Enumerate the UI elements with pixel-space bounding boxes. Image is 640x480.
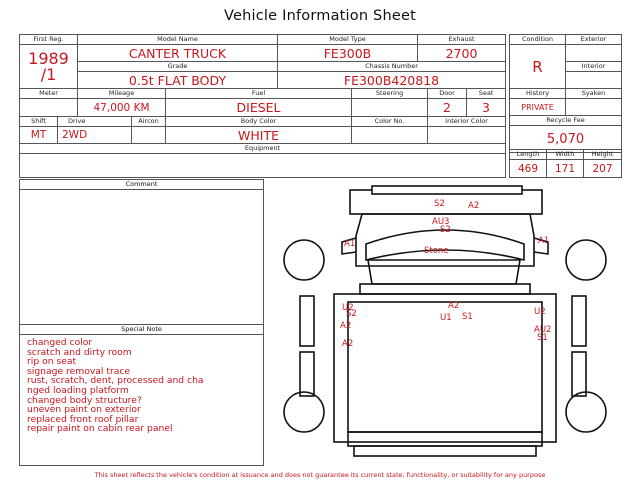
damage-mark: Stone — [424, 246, 449, 256]
exhaust-label: Exhaust — [418, 35, 506, 45]
rail-right-rear-shape — [572, 352, 586, 396]
damage-mark: AU2 — [534, 325, 552, 335]
comment-box — [19, 179, 264, 326]
fuel-label: Fuel — [166, 89, 352, 99]
color-no-value — [352, 127, 428, 144]
model-type-value: FE300B — [278, 45, 418, 62]
rail-right-front-shape — [572, 296, 586, 346]
meter-value — [20, 99, 78, 117]
damage-mark: U2 — [534, 307, 546, 317]
first-reg-year: 1989 — [28, 48, 69, 68]
first-reg-month: /1 — [40, 64, 57, 84]
damage-mark: S1 — [537, 333, 548, 343]
special-note-line: signage removal trace — [27, 365, 131, 377]
width-value: 171 — [547, 160, 584, 178]
exhaust-value: 2700 — [418, 45, 506, 62]
damage-mark: A1 — [538, 236, 550, 246]
damage-mark: U2 — [342, 303, 354, 313]
damage-mark: AU3 — [432, 217, 450, 227]
fuel-value: DIESEL — [166, 99, 352, 117]
damage-mark: S2 — [440, 225, 451, 235]
history-table — [509, 88, 622, 153]
condition-label: Condition — [510, 35, 566, 45]
damage-mark: S1 — [462, 312, 473, 322]
rail-left-rear-shape — [300, 352, 314, 396]
length-value: 469 — [510, 160, 547, 178]
special-note-line: replaced front roof pillar — [27, 413, 139, 425]
special-note-line: changed color — [27, 337, 93, 348]
damage-mark: A2 — [448, 301, 460, 311]
wheel-rear-right-shape — [566, 392, 606, 432]
door-seat-value-cell — [428, 99, 506, 117]
drive-label: Drive — [58, 117, 132, 127]
special-note-line: repair paint on cabin rear panel — [27, 423, 173, 435]
recycle-value: 5,070 — [510, 126, 622, 153]
length-label: Length — [510, 150, 547, 160]
exterior-label: Exterior — [566, 35, 622, 45]
equipment-label: Equipment — [20, 144, 506, 154]
steering-label: Steering — [352, 89, 428, 99]
interior-value — [566, 72, 622, 89]
interior-label: Interior — [566, 62, 622, 72]
special-note-box — [19, 324, 264, 466]
special-note-line: scratch and dirty room — [27, 346, 132, 358]
equipment-value — [20, 154, 506, 178]
info-table-specs — [19, 88, 506, 178]
front-grille-shape — [372, 186, 522, 194]
interior-color-value — [428, 127, 506, 144]
grade-value: 0.5t FLAT BODY — [78, 72, 278, 89]
wheel-front-left-shape — [284, 240, 324, 280]
damage-mark: S2 — [346, 309, 357, 319]
width-label: Width — [547, 150, 584, 160]
model-type-label: Model Type — [278, 35, 418, 45]
vehicle-damage-diagram — [262, 176, 640, 466]
mileage-value: 47,000 KM — [78, 99, 166, 117]
history-value: PRIVATE — [510, 99, 566, 116]
comment-text — [20, 190, 263, 191]
drive-value: 2WD — [58, 127, 132, 144]
mileage-label: Mileage — [78, 89, 166, 99]
special-note-line: nged loading platform — [27, 384, 129, 396]
model-name-label: Model Name — [78, 35, 278, 45]
damage-marks — [340, 199, 551, 349]
damage-mark: A1 — [344, 239, 356, 249]
disclaimer: This sheet reflects the vehicle's condition at issuance and does not guarantee its current state, functionality, or suitability for any purpose — [94, 471, 546, 479]
steering-value — [352, 99, 428, 117]
first-reg-label: First Reg. — [20, 35, 78, 45]
damage-mark: A2 — [340, 321, 352, 331]
roof-shape — [368, 260, 520, 284]
door-label: Door — [428, 89, 467, 98]
meter-label: Meter — [20, 89, 78, 99]
height-value: 207 — [584, 160, 622, 178]
chassis-label: Chassis Number — [278, 62, 506, 72]
damage-mark: A2 — [468, 201, 480, 211]
info-table-main — [19, 34, 506, 89]
color-no-label: Color No. — [352, 117, 428, 127]
body-color-value: WHITE — [166, 127, 352, 144]
cab-rear-shape — [360, 284, 530, 294]
syaken-label: Syaken — [566, 89, 622, 99]
exterior-value — [566, 45, 622, 62]
syaken-value — [566, 99, 622, 116]
dimensions-table — [509, 149, 622, 178]
chassis-value: FE300B420818 — [278, 72, 506, 89]
condition-value: R — [510, 45, 566, 89]
comment-label: Comment — [20, 180, 263, 190]
rail-left-front-shape — [300, 296, 314, 346]
damage-mark: U1 — [440, 313, 452, 323]
door-seat-label-cell — [428, 89, 506, 99]
special-note-line: uneven paint on exterior — [27, 404, 141, 416]
shift-label: Shift — [20, 117, 58, 127]
aircon-value — [132, 127, 166, 144]
door-value: 2 — [428, 99, 467, 116]
wheel-rear-left-shape — [284, 392, 324, 432]
grade-label: Grade — [78, 62, 278, 72]
interior-color-label: Interior Color — [428, 117, 506, 127]
condition-table — [509, 34, 622, 89]
history-label: History — [510, 89, 566, 99]
special-note-line: changed body structure? — [27, 394, 142, 406]
recycle-label: Recycle Fee — [510, 116, 622, 126]
page-title: Vehicle Information Sheet — [224, 8, 416, 24]
rear-bumper-shape — [354, 446, 536, 456]
aircon-label: Aircon — [132, 117, 166, 127]
shift-value: MT — [20, 127, 58, 144]
special-note-line: rust, scratch, dent, processed and cha — [27, 375, 204, 387]
special-note-line: rip on seat — [27, 356, 77, 368]
damage-mark: S2 — [434, 199, 445, 209]
body-color-label: Body Color — [166, 117, 352, 127]
first-reg-cell — [20, 45, 78, 89]
special-note-label: Special Note — [20, 325, 263, 335]
wheel-front-right-shape — [566, 240, 606, 280]
height-label: Height — [584, 150, 622, 160]
model-name-value: CANTER TRUCK — [78, 45, 278, 62]
seat-value: 3 — [482, 100, 490, 115]
special-note-list — [20, 335, 263, 434]
seat-label: Seat — [478, 89, 494, 97]
damage-mark: A2 — [342, 339, 354, 349]
tailgate-shape — [348, 432, 542, 446]
